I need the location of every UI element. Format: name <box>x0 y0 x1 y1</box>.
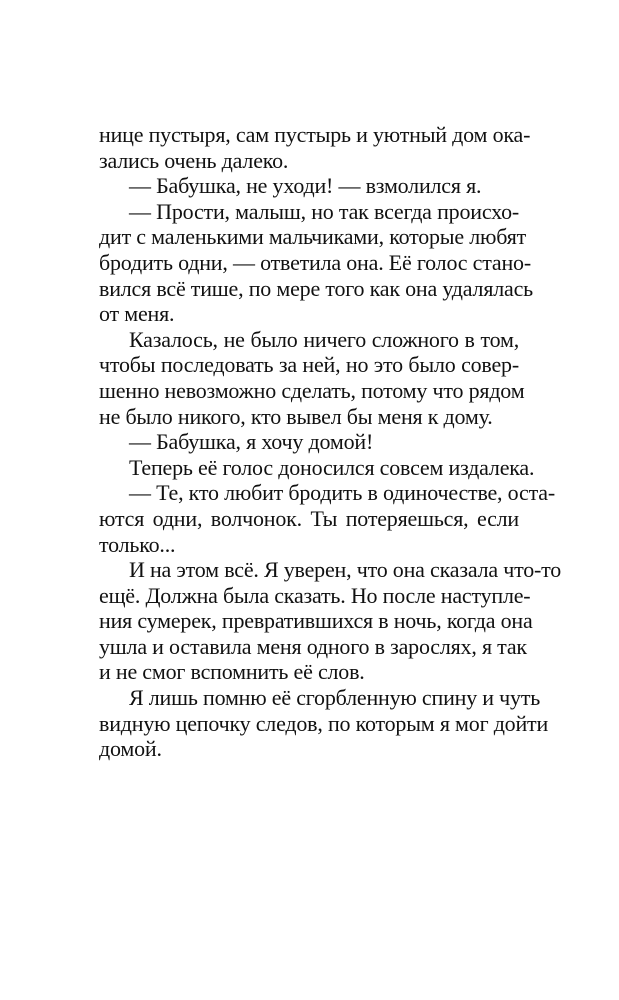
text-line: шенно невозможно сделать, потому что рядом <box>99 377 525 403</box>
text-line: только... <box>99 531 176 557</box>
text-line: Я лишь помню её сгорбленную спину и чуть <box>129 685 541 711</box>
text-line: дит с маленькими мальчиками, которые любят <box>99 224 527 250</box>
text-line: вился всё тише, по мере того как она удалялась <box>99 275 533 301</box>
text-line: — Прости, малыш, но так всегда происхо- <box>129 198 519 224</box>
text-line: ушла и оставила меня одного в зарослях, я так <box>99 633 527 659</box>
page-text <box>99 122 562 762</box>
text-line: нице пустыря, сам пустырь и уютный дом ока- <box>99 122 531 147</box>
text-line: чтобы последовать за ней, но это было совер- <box>99 352 519 378</box>
text-line: — Бабушка, я хочу домой! <box>129 429 374 455</box>
text-line: от меня. <box>99 301 175 327</box>
text-line: Казалось, не было ничего сложного в том, <box>129 326 519 352</box>
text-line: И на этом всё. Я уверен, что она сказала что-то <box>129 557 562 583</box>
text-line: и не смог вспомнить её слов. <box>99 659 365 685</box>
text-line: не было никого, кто вывел бы меня к дому. <box>99 403 493 429</box>
text-line: — Бабушка, не уходи! — взмолился я. <box>129 173 482 199</box>
text-line: бродить одни, — ответила она. Её голос стано- <box>99 249 531 275</box>
text-line: Теперь её голос доносился совсем издалека. <box>129 454 535 480</box>
text-line: домой. <box>99 736 162 762</box>
text-line: ещё. Должна была сказать. Но после наступле- <box>99 582 531 608</box>
text-line: ния сумерек, превратившихся в ночь, когда она <box>99 608 533 634</box>
text-line: видную цепочку следов, по которым я мог дойти <box>99 710 549 736</box>
text-line: зались очень далеко. <box>99 147 289 173</box>
text-line: ются одни, волчонок. Ты потеряешься, если <box>99 505 519 531</box>
text-line: — Те, кто любит бродить в одиночестве, оста- <box>129 480 555 506</box>
